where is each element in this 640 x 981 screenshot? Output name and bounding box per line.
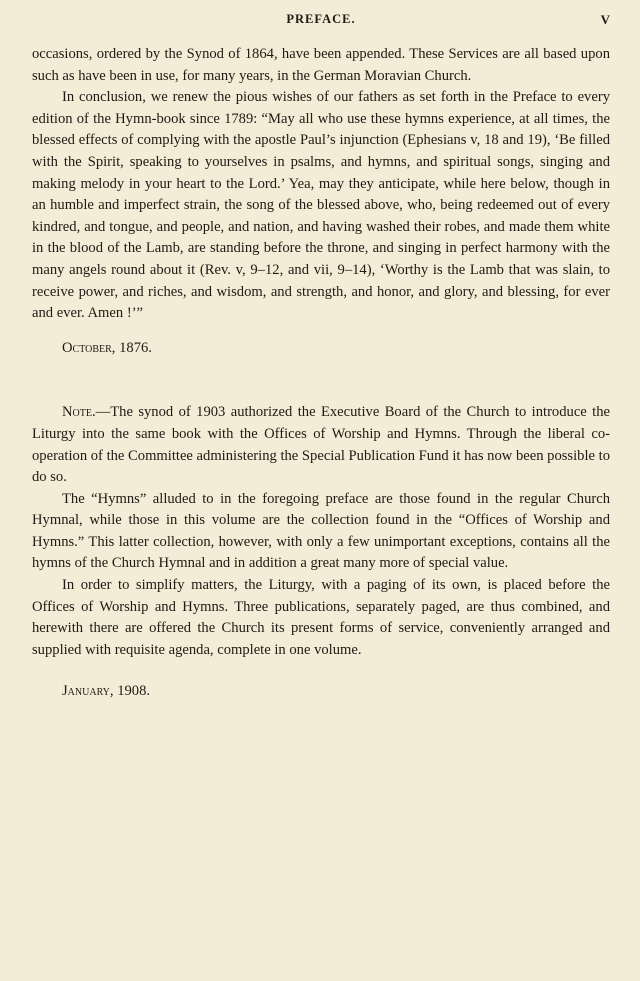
note-date: January, 1908. <box>62 683 151 700</box>
note-paragraph-1 <box>32 402 610 488</box>
preface-paragraph-2: In conclusion, we renew the pious wishes of our fathers as set forth in the Preface to every edition of the Hymn-book since 1789: “May all who use these hymns experience, at all times, the blessed effects of complying with the apostle Paul’s injunction (Ephesians v, 18 and 19), ‘Be filled with the Spirit, speaking to yourselves in psalms, and hymns, and spiritual songs, singing and making melody in your heart to the Lord.’ Yea, may they anticipate, while here below, though in an humble and imperfect strain, the song of the blessed above, who, being redeemed out of every kindred, and tongue, and people, and nation, and having washed their robes, and made them white in the blood of the Lamb, are standing before the throne, and singing in perfect harmony with the many angels round about it (Rev. v, 9–12, and vii, 9–14), ‘Worthy is the Lamb that was slain, to receive power, and riches, and wisdom, and strength, and honor, and glory, and blessing, for ever and ever. Amen !’” <box>32 89 610 322</box>
preface-paragraph-1: occasions, ordered by the Synod of 1864, have been appended. These Services are all based upon such as have been in use, for many years, in the German Moravian Church. <box>32 46 610 84</box>
preface-date: October, 1876. <box>62 339 152 356</box>
note-paragraph-3: In order to simplify matters, the Liturgy, with a paging of its own, is placed before the Offices of Worship and Hymns. Three publications, separately paged, are thus combined, and herewith there are offered the Church its present forms of service, conveniently arranged and supplied with requisite agenda, complete in one volume. <box>32 577 610 658</box>
page-body <box>32 44 610 703</box>
page-number: V <box>600 12 610 27</box>
note-paragraph-2: The “Hymns” alluded to in the foregoing preface are those found in the regular Church Hymnal, while those in this volume are the collection found in the “Offices of Worship and Hymns.” This latter collection, however, with only a few unimportant exceptions, contains all the hymns of the Church Hymnal and in addition a great many more of special value. <box>32 490 610 572</box>
note-label: Note. <box>62 404 96 421</box>
note-paragraph-1-text: —The synod of 1903 authorized the Executive Board of the Church to introduce the Liturgy into the same book with the Offices of Worship and Hymns. Through the liberal co-operation of the Committee administering the Special Publication Fund it has now been possible to do so. <box>32 404 610 486</box>
page-header <box>32 12 610 32</box>
running-head: PREFACE. <box>286 12 356 26</box>
section-gap <box>32 359 610 402</box>
